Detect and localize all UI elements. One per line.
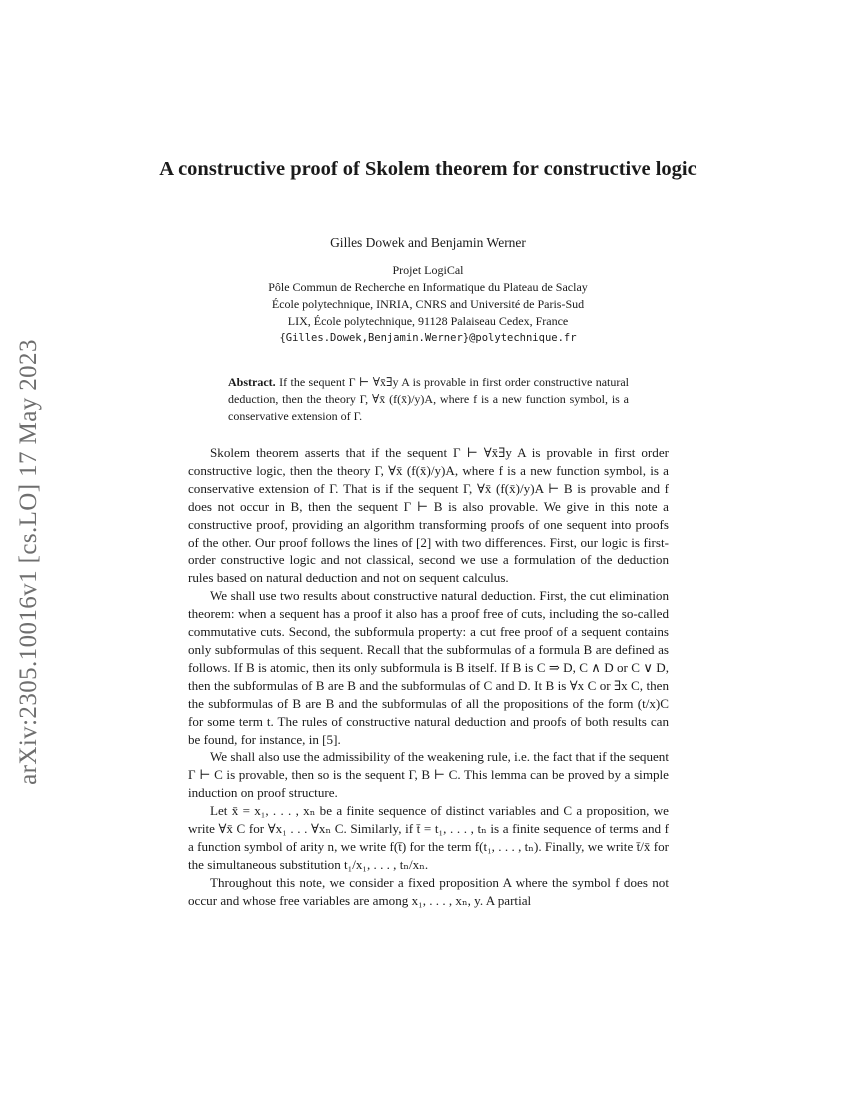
paragraph: Let x̄ = x₁, . . . , xₙ be a finite sequence of distinct variables and C a proposition, we write ∀x̄ C for ∀x₁ . . . ∀xₙ C. Similarly, if t̄ = t₁, . . . , tₙ is a finite sequence of terms and f a function symbol of arity n, we write f(t̄) for the term f(t₁, . . . , tₙ). Finally, we write t̄/x̄ for the simultaneous substitution t₁/x₁, . . . , tₙ/xₙ.: [188, 803, 669, 872]
affiliation-line: Pôle Commun de Recherche en Informatique du Plateau de Saclay: [268, 280, 588, 294]
paragraph: We shall also use the admissibility of the weakening rule, i.e. the fact that if the sequent Γ ⊢ C is provable, then so is the sequent Γ, B ⊢ C. This lemma can be proved by a simple induction on proof structure.: [188, 749, 669, 801]
affiliation-line: École polytechnique, INRIA, CNRS and Université de Paris-Sud: [271, 297, 585, 311]
abstract-text: If the sequent Γ ⊢ ∀x̄∃y A is provable in first order constructive natural deduction, then the theory Γ, ∀x̄ (f(x̄)/y)A, where f is a new function symbol, is a conservative extension of Γ.: [228, 375, 630, 423]
arxiv-side-stamp: arXiv:2305.10016v1 [cs.LO] 17 May 2023: [15, 339, 42, 785]
paragraph: We shall use two results about constructive natural deduction. First, the cut elimination theorem: when a sequent has a proof it also has a proof free of cuts, including the so-called commutative cuts. Second, the subformula property: a cut free proof of a sequent contains only subformulas of this sequent. Recall that the subformulas of a formula B are defined as follows. If B is atomic, then its only subformula is B itself. If B is C ⇒ D, C ∧ D or C ∨ D, then the subformulas of B are B and the subformulas of C and D. It B is ∀x C or ∃x C, then the subformulas of B are B and the subformulas of all the propositions of the form (t/x)C for some term t. The rules of constructive natural deduction and proofs of both results can be found, for instance, in [5].: [188, 588, 669, 747]
authors: Gilles Dowek and Benjamin Werner: [330, 235, 526, 250]
paragraph: Throughout this note, we consider a fixed proposition A where the symbol f does not occur and whose free variables are among x₁, . . . , xₙ, y. A partial: [188, 874, 669, 908]
abstract: [228, 374, 629, 424]
affiliation-line: LIX, École polytechnique, 91128 Palaiseau Cedex, France: [287, 314, 569, 328]
paper-title: A constructive proof of Skolem theorem for constructive logic: [159, 158, 697, 180]
affiliation-block: [200, 262, 656, 347]
affiliation-line: Projet LogiCal: [392, 263, 464, 277]
body-text: [188, 444, 669, 910]
paragraph: Skolem theorem asserts that if the sequent Γ ⊢ ∀x̄∃y A is provable in first order constructive logic, then the theory Γ, ∀x̄ (f(x̄)/y)A, where f is a new function symbol, is a conservative extension of Γ. That is if the sequent Γ, ∀x̄ (f(x̄)/y)A ⊢ B is provable and f does not occur in B, then the sequent Γ ⊢ B is also provable. We give in this note a constructive proof, providing an algorithm transforming proofs of one sequent into proofs of the other. Our proof follows the lines of [2] with two differences. First, our logic is first-order constructive logic and not classical, second we use a formulation of the deduction rules based on natural deduction and not on sequent calculus.: [188, 445, 669, 586]
author-email: {Gilles.Dowek,Benjamin.Werner}@polytechnique.fr: [279, 332, 577, 344]
abstract-label: Abstract.: [228, 375, 276, 389]
